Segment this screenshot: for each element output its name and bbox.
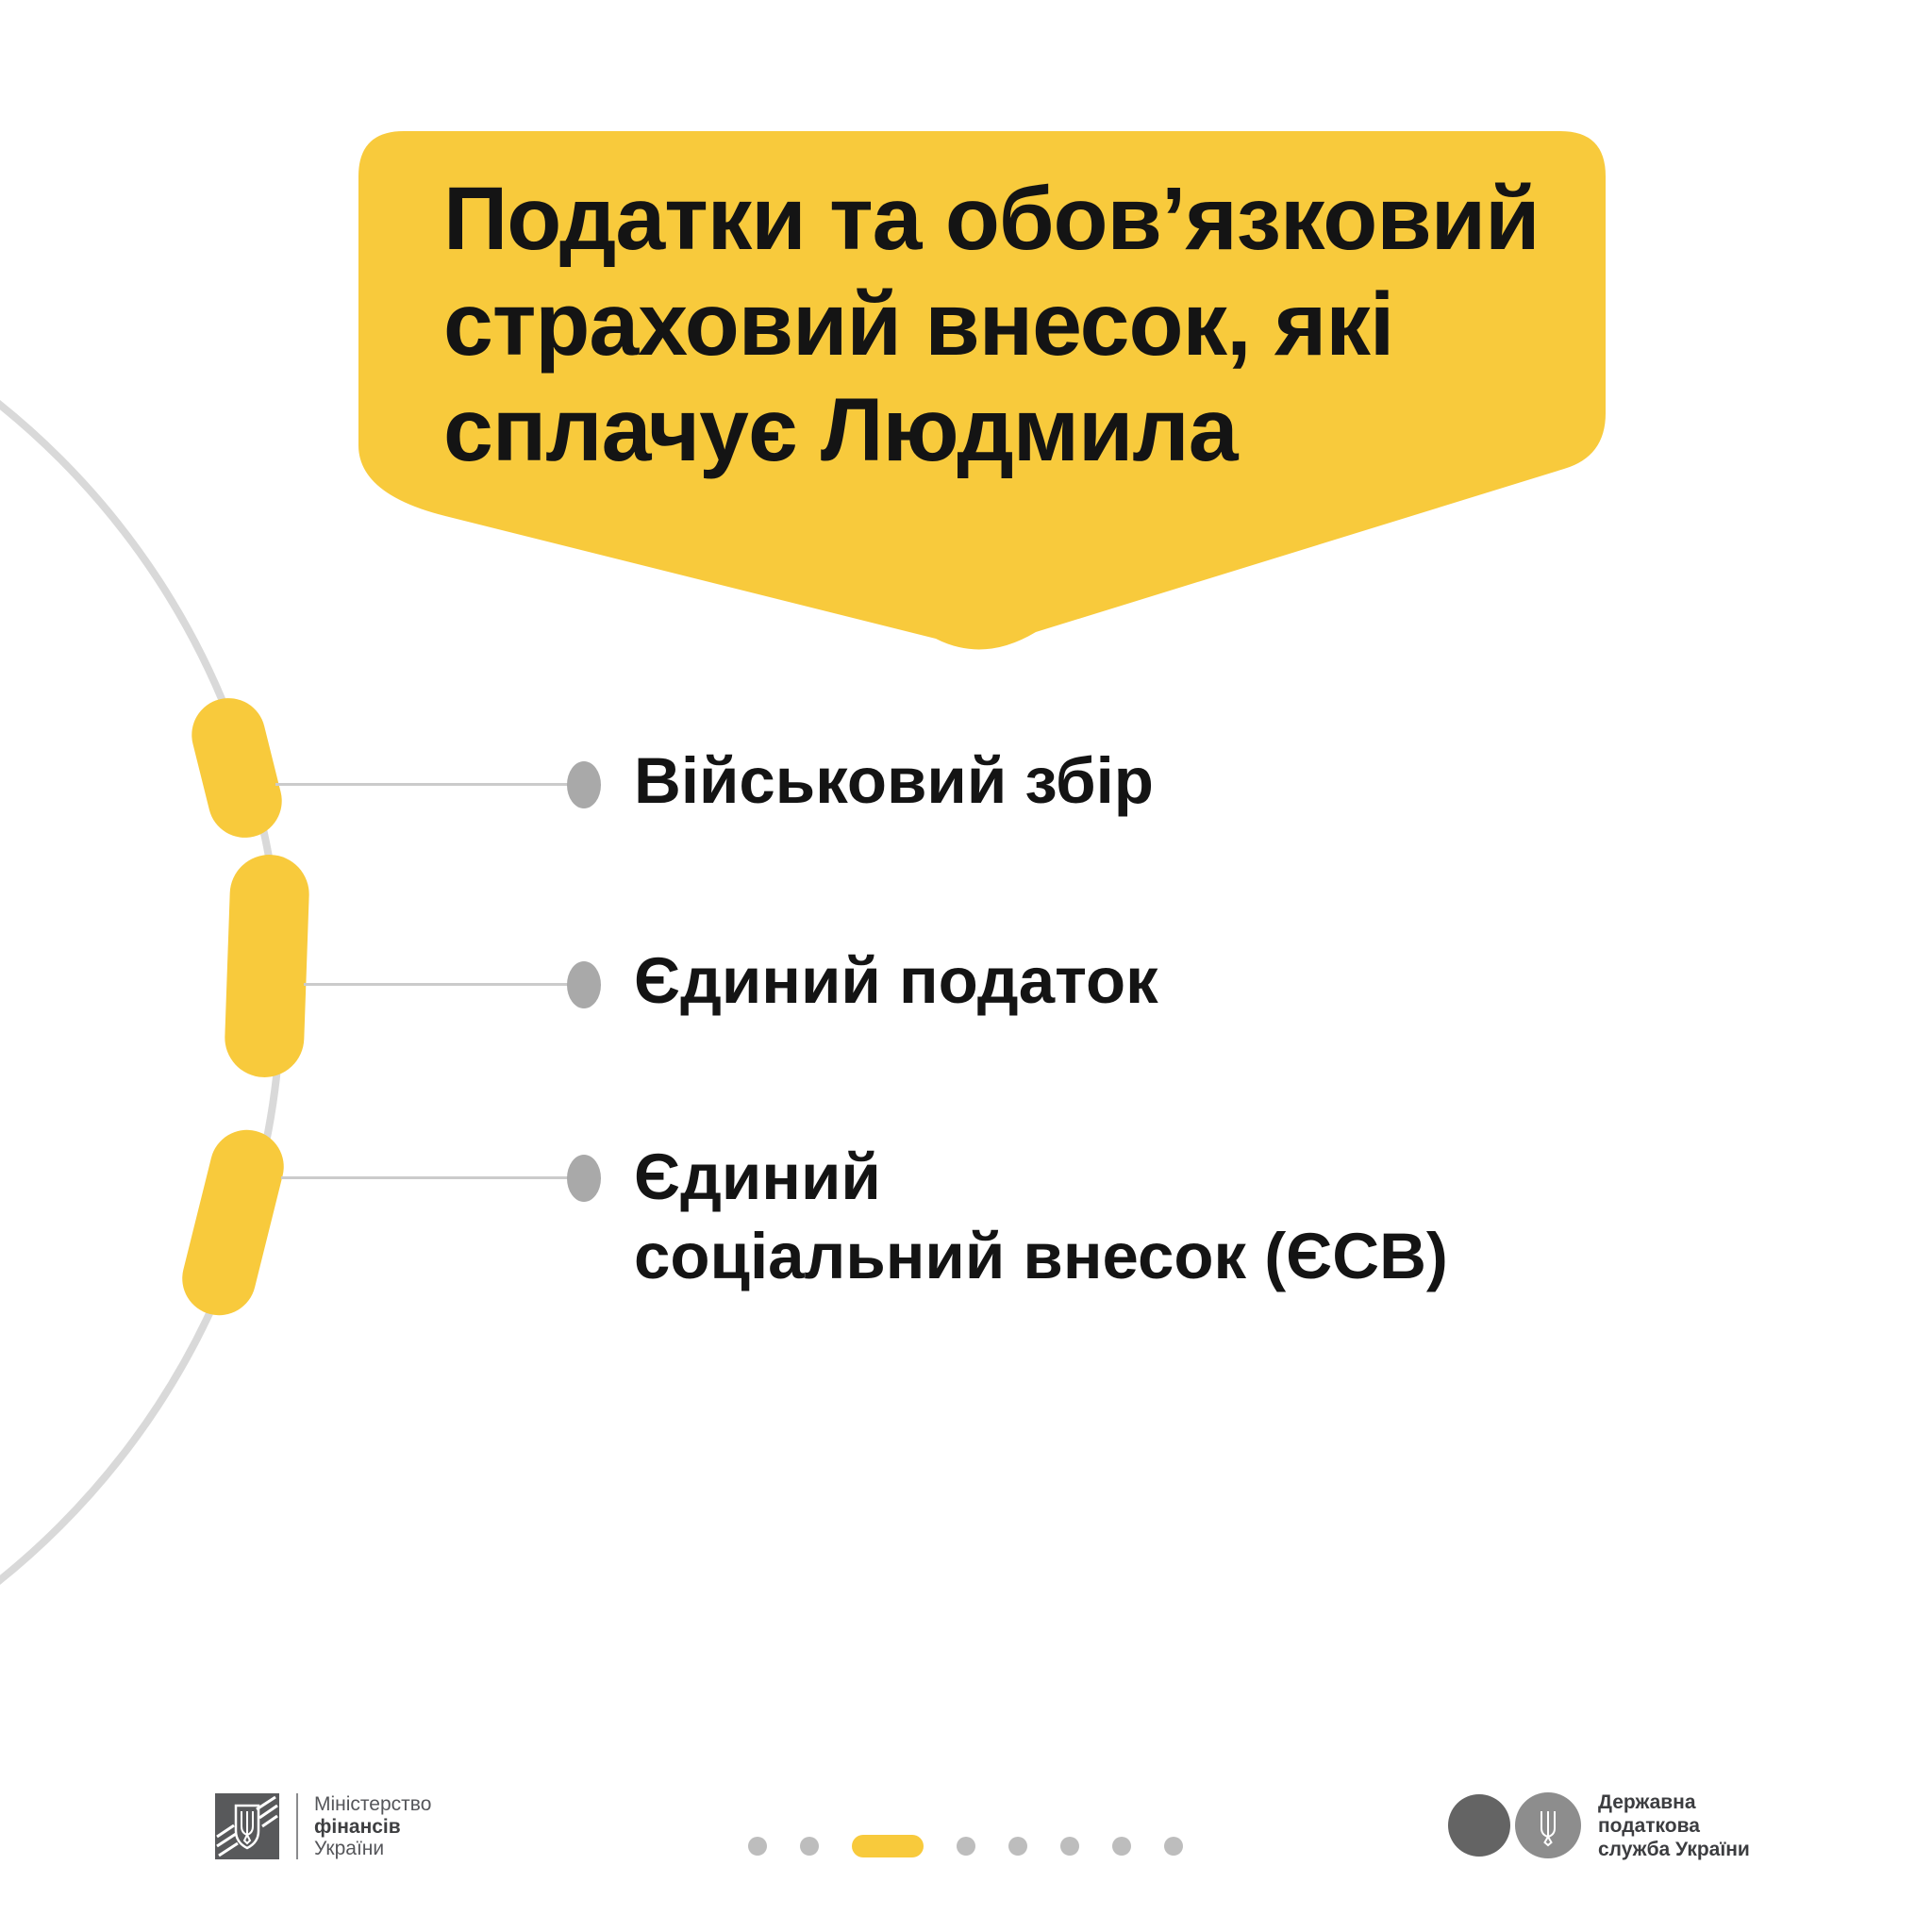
pagination — [748, 1835, 1183, 1857]
pagination-dot[interactable] — [1164, 1837, 1183, 1856]
pagination-dot[interactable] — [1112, 1837, 1131, 1856]
bullet-dot-2 — [567, 961, 601, 1008]
timeline-bead-2 — [224, 854, 310, 1079]
minfin-logo trident-shield-icon — [215, 1793, 279, 1859]
title-line: страховий внесок, які — [443, 275, 1394, 375]
minfin-line: України — [314, 1838, 385, 1859]
list-item-label: Військовий збір — [634, 744, 1154, 817]
pagination-dot-active[interactable] — [852, 1835, 924, 1857]
trident-circle-icon — [1515, 1792, 1581, 1858]
connector-line-1 — [275, 783, 570, 786]
footer-divider — [296, 1793, 298, 1859]
tax-logo-circle-dark — [1448, 1794, 1510, 1857]
minfin-label — [314, 1793, 431, 1860]
list-item-single-tax — [634, 941, 1158, 1021]
tax-service-line: Державна — [1598, 1791, 1696, 1813]
pagination-dot[interactable] — [800, 1837, 819, 1856]
tax-service-label — [1598, 1790, 1750, 1861]
page-title — [443, 166, 1540, 483]
minfin-line: фінансів — [314, 1815, 401, 1838]
pagination-dot[interactable] — [1060, 1837, 1079, 1856]
pagination-dot[interactable] — [957, 1837, 975, 1856]
connector-line-3 — [281, 1176, 570, 1179]
connector-line-2 — [304, 983, 570, 986]
tax-service-line: служба України — [1598, 1839, 1750, 1860]
bullet-dot-1 — [567, 761, 601, 808]
list-item-label: соціальний внесок (ЄСВ) — [634, 1220, 1448, 1292]
bullet-dot-3 — [567, 1155, 601, 1202]
list-item-military-levy — [634, 741, 1154, 821]
list-item-unified-social-contribution — [634, 1138, 1448, 1296]
pagination-dot[interactable] — [748, 1837, 767, 1856]
title-line: сплачує Людмила — [443, 380, 1238, 480]
pagination-dot[interactable] — [1008, 1837, 1027, 1856]
list-item-label: Єдиний — [634, 1141, 881, 1213]
title-line: Податки та обов’язковий — [443, 169, 1540, 269]
list-item-label: Єдиний податок — [634, 944, 1158, 1017]
minfin-line: Міністерство — [314, 1793, 432, 1815]
tax-service-line: податкова — [1598, 1815, 1700, 1837]
